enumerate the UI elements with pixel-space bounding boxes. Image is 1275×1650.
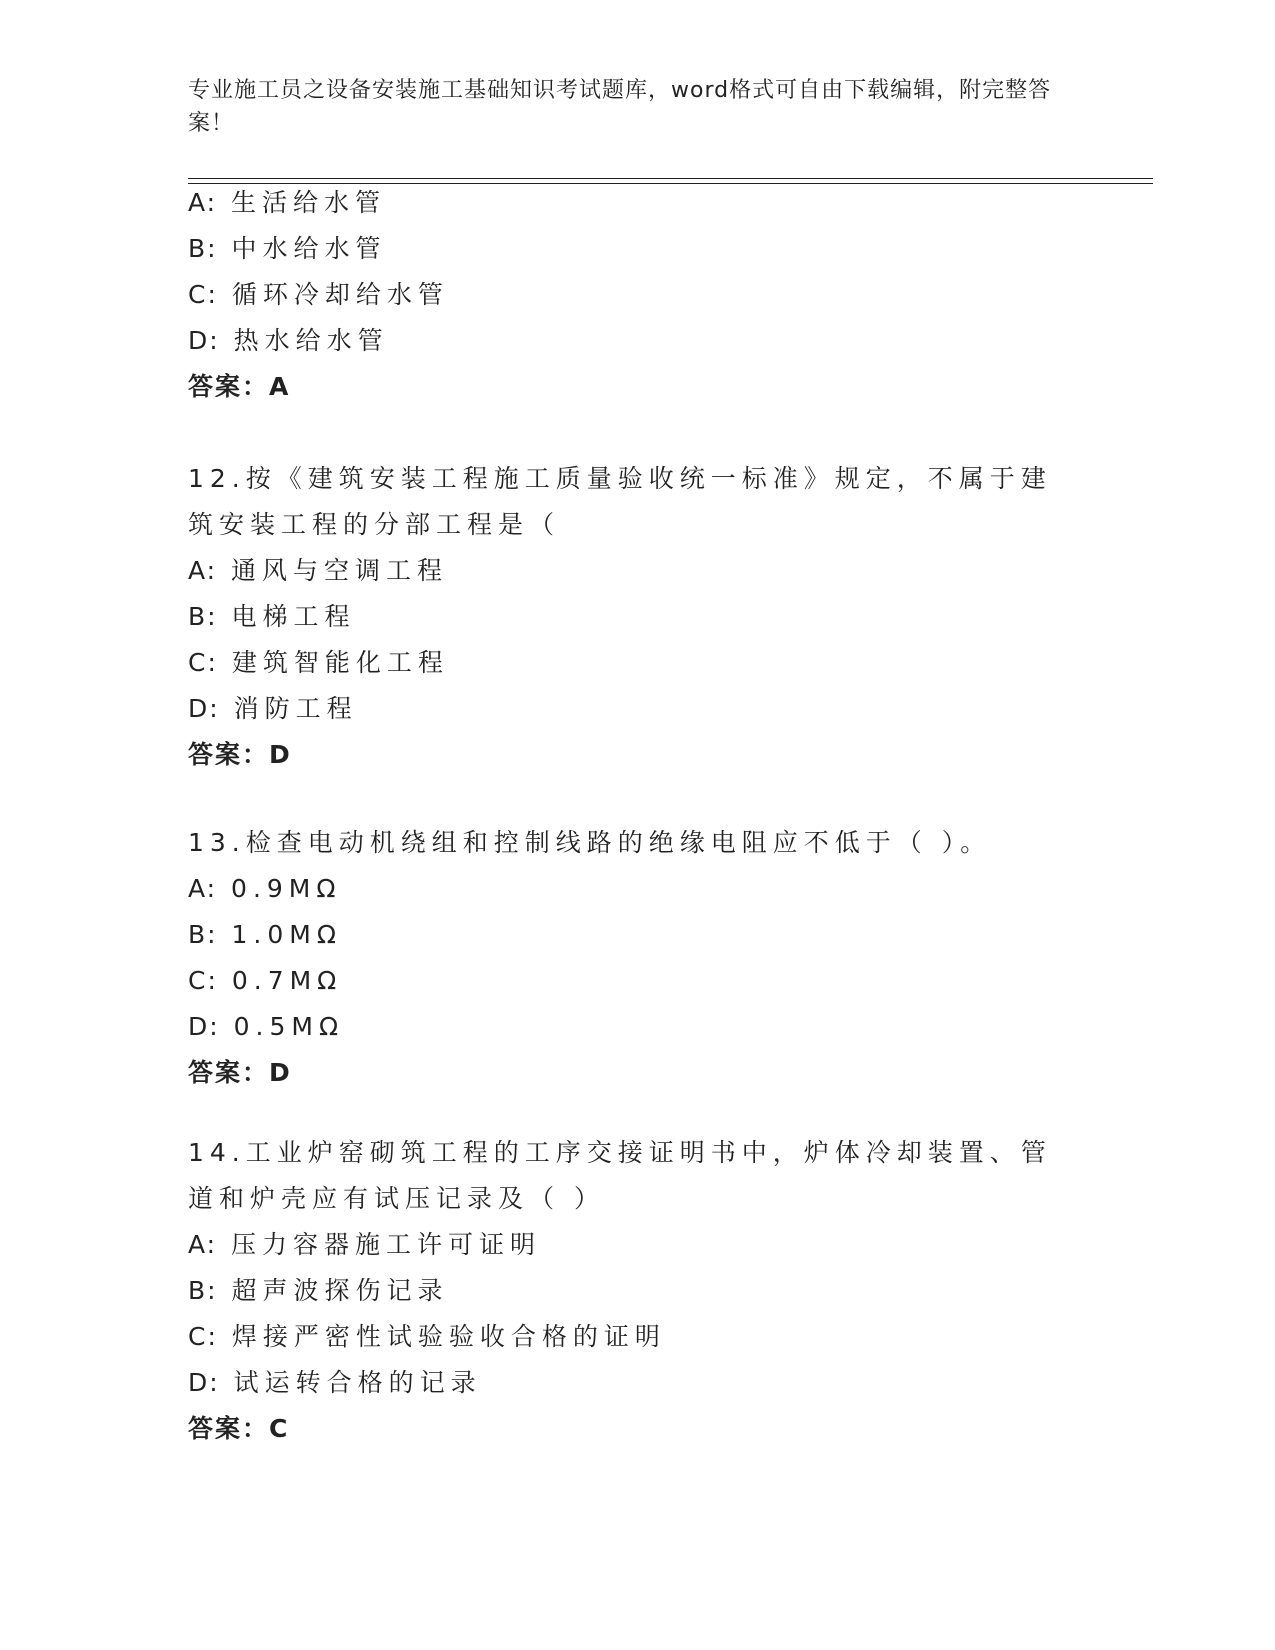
option-c: C: 建筑智能化工程 <box>188 648 449 677</box>
question-text: 12.按《建筑安装工程施工质量验收统一标准》规定，不属于建筑安装工程的分部工程是（ <box>188 464 1052 539</box>
option-d: D: 热水给水管 <box>188 326 389 355</box>
option-c: C: 循环冷却给水管 <box>188 280 449 309</box>
answer: 答案：C <box>188 1414 290 1443</box>
option-a: A: 通风与空调工程 <box>188 556 449 585</box>
question-13 <box>188 820 1088 1096</box>
option-b: B: 超声波探伤记录 <box>188 1276 449 1305</box>
option-a: A: 压力容器施工许可证明 <box>188 1230 542 1259</box>
option-d: D: 消防工程 <box>188 694 358 723</box>
option-b: B: 1.0MΩ <box>188 920 342 949</box>
option-d: D: 0.5MΩ <box>188 1012 345 1041</box>
option-b: B: 中水给水管 <box>188 234 387 263</box>
option-d: D: 试运转合格的记录 <box>188 1368 482 1397</box>
question-12 <box>188 456 1088 778</box>
question-11 <box>188 180 1088 410</box>
option-c: C: 焊接严密性试验验收合格的证明 <box>188 1322 666 1351</box>
answer: 答案：D <box>188 740 292 769</box>
document-header: 专业施工员之设备安装施工基础知识考试题库，word格式可自由下载编辑，附完整答案！ <box>188 78 1052 136</box>
question-14 <box>188 1130 1088 1452</box>
question-text: 14.工业炉窑砌筑工程的工序交接证明书中，炉体冷却装置、管道和炉壳应有试压记录及（ ） <box>188 1138 1052 1213</box>
answer: 答案：D <box>188 1058 292 1087</box>
option-a: A: 0.9MΩ <box>188 874 342 903</box>
option-a: A: 生活给水管 <box>188 188 387 217</box>
option-b: B: 电梯工程 <box>188 602 356 631</box>
option-c: C: 0.7MΩ <box>188 966 343 995</box>
question-text: 13.检查电动机绕组和控制线路的绝缘电阻应不低于（ ）。 <box>188 828 992 857</box>
answer: 答案：A <box>188 372 291 401</box>
